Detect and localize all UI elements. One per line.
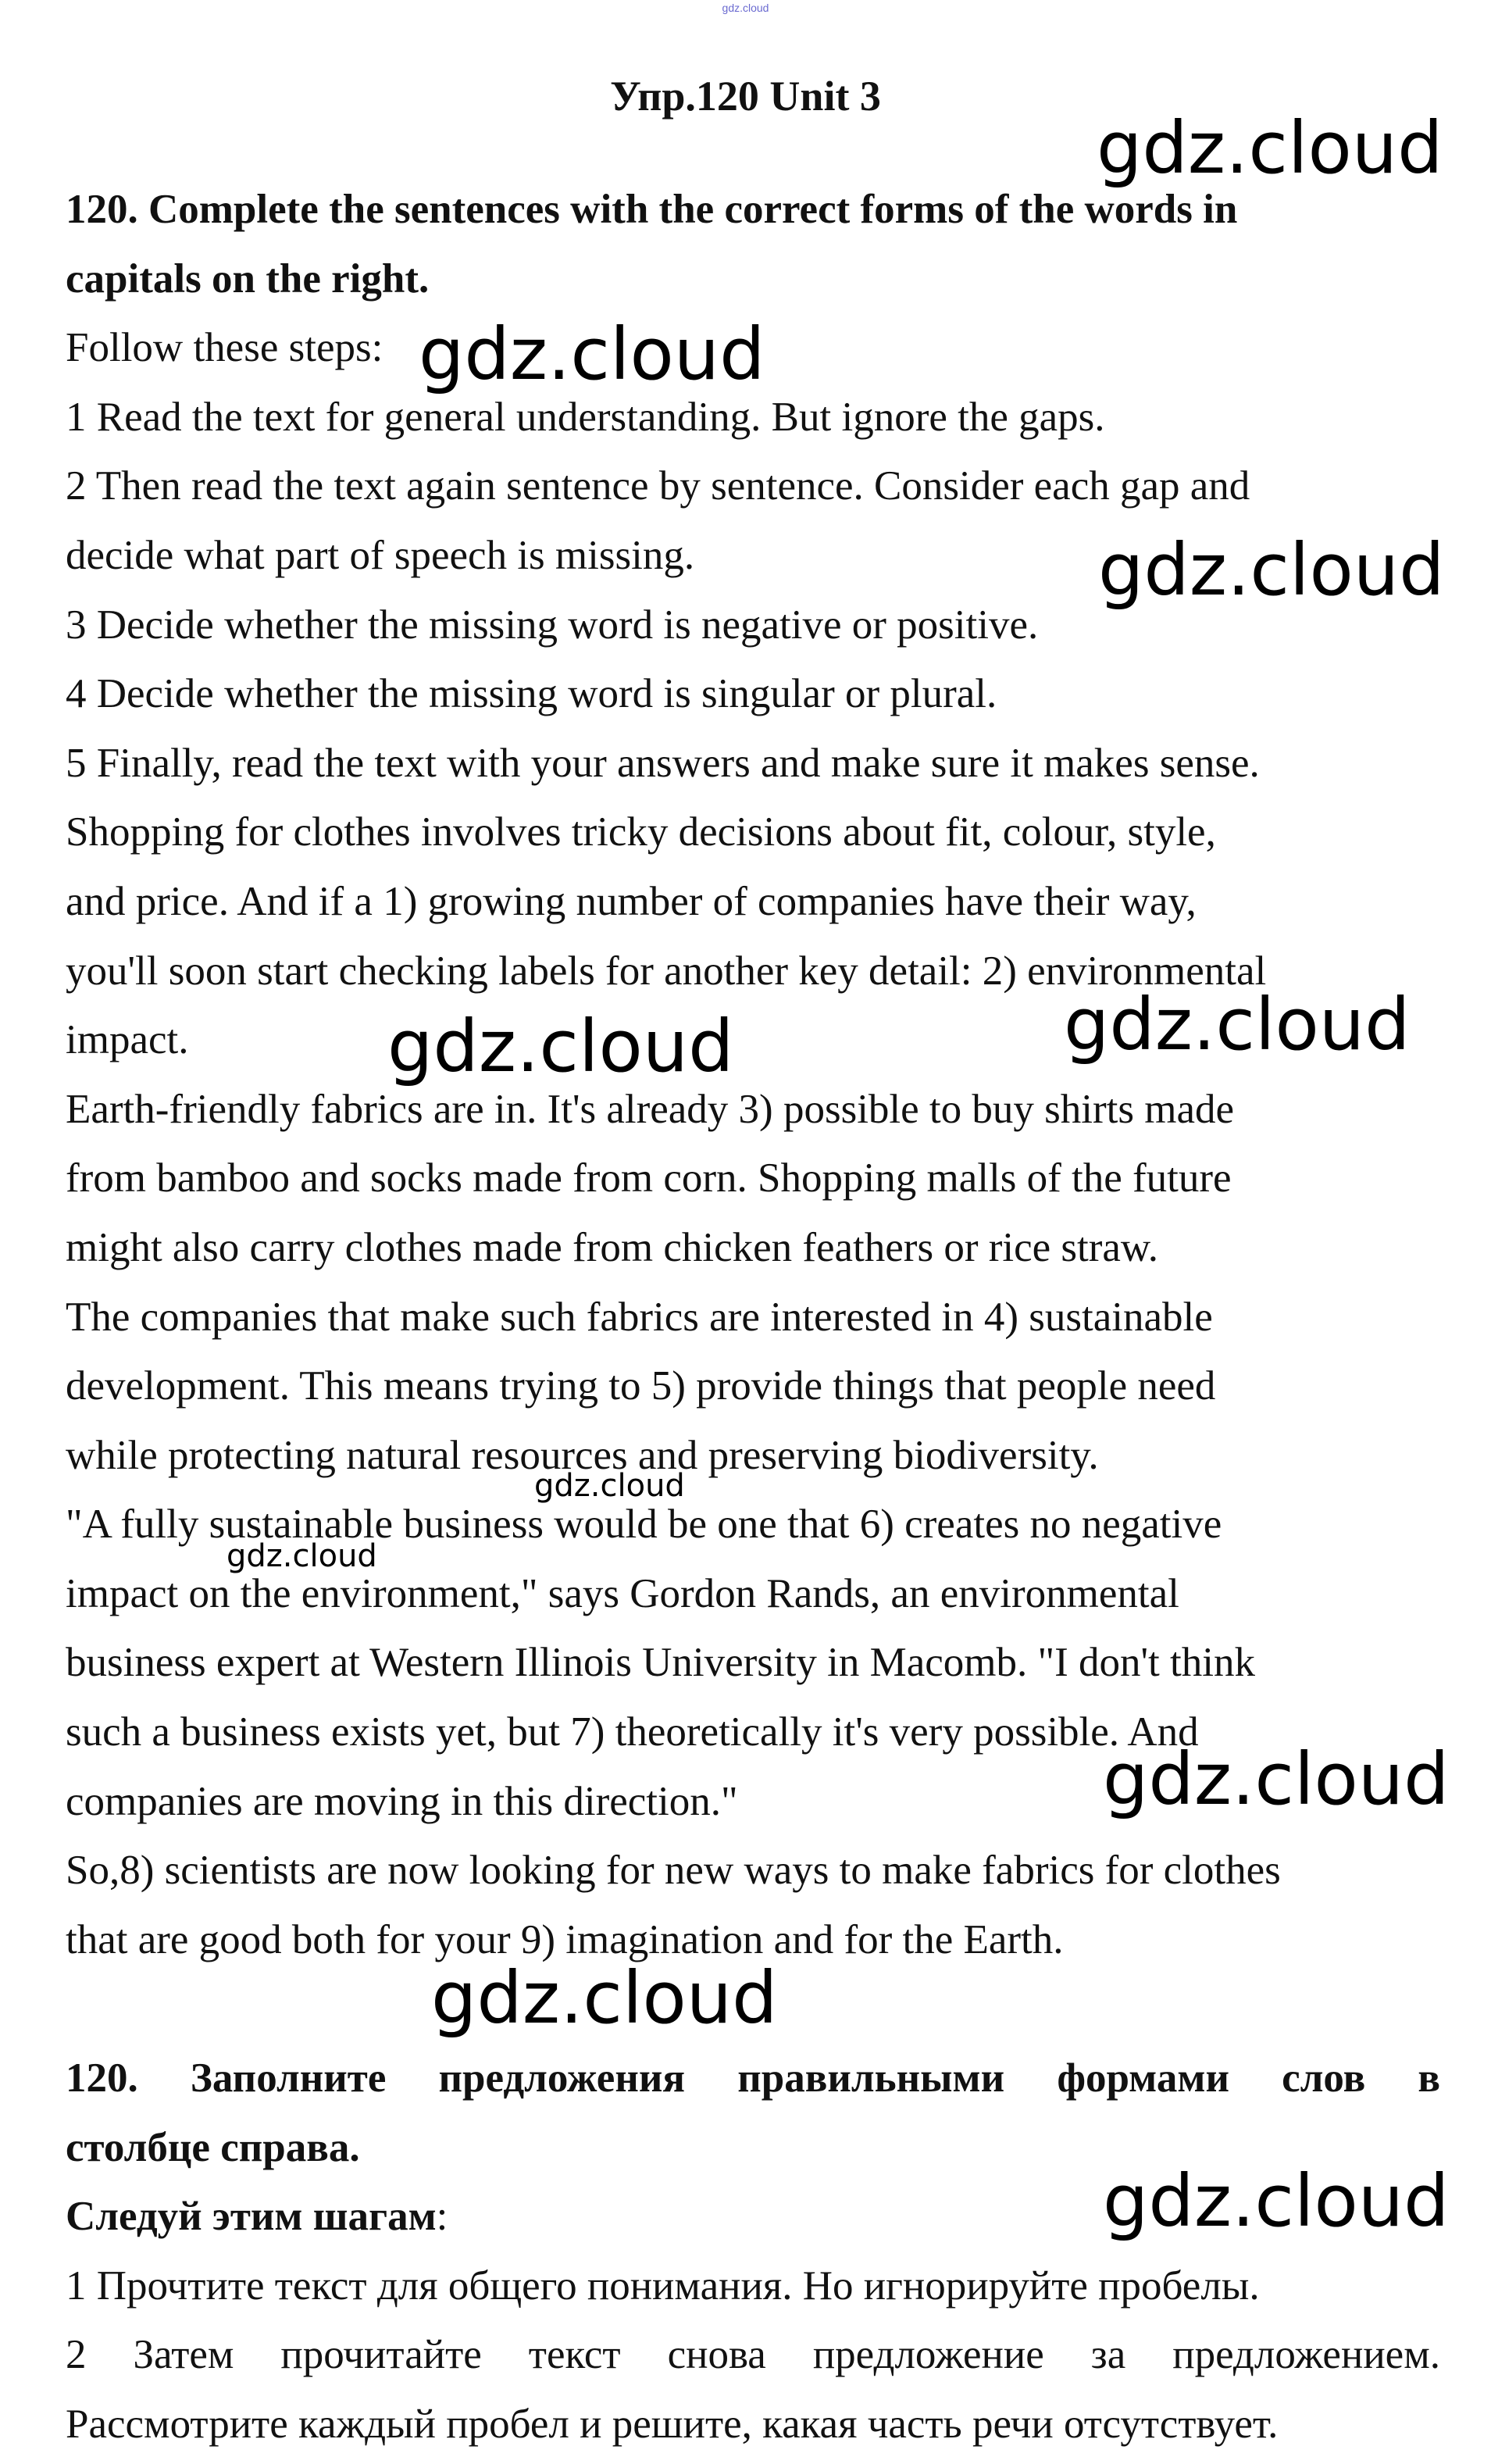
task-heading-en-line2: capitals on the right. (66, 255, 430, 302)
text-line: business expert at Western Illinois University in Macomb. "I don't think (66, 1640, 1255, 1686)
step-2-ru-line1: 2 Затем прочитайте текст снова предложение за предложением. (66, 2332, 1440, 2378)
task-heading-en-line1: 120. Complete the sentences with the correct forms of the words in (66, 187, 1238, 232)
text-line: you'll soon start checking labels for another key detail: 2) environmental (66, 948, 1267, 994)
text-line: development. This means trying to 5) provide things that people need (66, 1363, 1216, 1409)
text-line: So,8) scientists are now looking for new ways to make fabrics for clothes (66, 1848, 1281, 1894)
task-heading-ru-line1: 120. Заполните предложения правильными формами слов в (66, 2055, 1440, 2102)
steps-intro-en: Follow these steps: (66, 325, 383, 371)
step-1-ru: 1 Прочтите текст для общего понимания. Но игнорируйте пробелы. (66, 2262, 1260, 2309)
task-heading-ru-line2: столбце справа. (66, 2124, 360, 2170)
page-title: Упр.120 Unit 3 (610, 73, 881, 120)
watermark: gdz.cloud (419, 312, 765, 396)
text-line: Shopping for clothes involves tricky decisions about fit, colour, style, (66, 809, 1216, 855)
step-5-en: 5 Finally, read the text with your answers and make sure it makes sense. (66, 740, 1260, 786)
watermark: gdz.cloud (534, 1468, 685, 1504)
step-1-en: 1 Read the text for general understanding. But ignore the gaps. (66, 394, 1105, 440)
watermark: gdz.cloud (1103, 2159, 1450, 2243)
watermark: gdz.cloud (1097, 106, 1443, 190)
text-line: that are good both for your 9) imagination and for the Earth. (66, 1916, 1064, 1962)
step-4-en: 4 Decide whether the missing word is singular or plural. (66, 671, 997, 717)
steps-intro-ru-colon: : (436, 2194, 448, 2240)
step-3-en: 3 Decide whether the missing word is negative or positive. (66, 602, 1039, 648)
step-2-ru-line2: Рассмотрите каждый пробел и решите, какая часть речи отсутствует. (66, 2402, 1279, 2447)
watermark: gdz.cloud (387, 1005, 734, 1088)
text-line: from bamboo and socks made from corn. Shopping malls of the future (66, 1155, 1232, 1202)
text-line: might also carry clothes made from chicken feathers or rice straw. (66, 1224, 1159, 1270)
text-line: while protecting natural resources and preserving biodiversity. (66, 1432, 1099, 1478)
text-line: "A fully sustainable business would be one that 6) creates no negative (66, 1502, 1222, 1548)
steps-intro-ru-label: Следуй этим шагам (66, 2194, 437, 2240)
text-line: and price. And if a 1) growing number of companies have their way, (66, 878, 1197, 924)
watermark: gdz.cloud (1098, 528, 1445, 612)
text-line: such a business exists yet, but 7) theoretically it's very possible. And (66, 1709, 1199, 1755)
step-2-en-line2: decide what part of speech is missing. (66, 532, 695, 578)
text-line: impact on the environment," says Gordon Rands, an environmental (66, 1570, 1179, 1616)
watermark: gdz.cloud (1064, 983, 1411, 1066)
watermark: gdz.cloud (1103, 1737, 1450, 1821)
text-line: companies are moving in this direction." (66, 1778, 738, 1824)
watermark: gdz.cloud (227, 1538, 377, 1574)
text-line: The companies that make such fabrics are interested in 4) sustainable (66, 1294, 1213, 1340)
watermark: gdz.cloud (431, 1956, 778, 2040)
top-watermark: gdz.cloud (722, 2, 769, 14)
step-2-en-line1: 2 Then read the text again sentence by sentence. Consider each gap and (66, 463, 1250, 509)
text-line: Earth-friendly fabrics are in. It's already 3) possible to buy shirts made (66, 1086, 1235, 1132)
exercise-content (66, 175, 1440, 2459)
text-line: impact. (66, 1017, 189, 1063)
